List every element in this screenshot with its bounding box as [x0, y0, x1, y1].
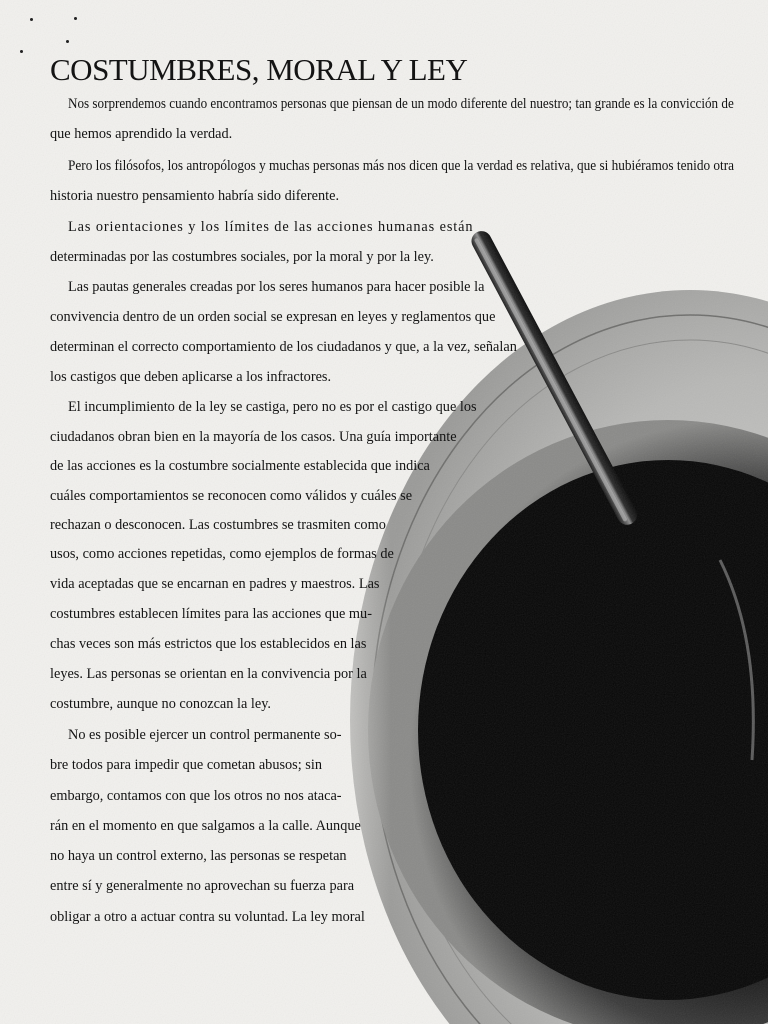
body-line: El incumplimiento de la ley se castiga, pero no es por el castigo que los — [68, 399, 477, 415]
body-line: determinan el correcto comportamiento de los ciudadanos y que, a la vez, señalan — [50, 339, 517, 355]
scan-speck — [20, 50, 23, 53]
body-line: costumbres establecen límites para las acciones que mu- — [50, 606, 372, 622]
body-line: Pero los filósofos, los antropólogos y muchas personas más nos dicen que la verdad es relativa, que si hubiéramos tenido otra — [68, 158, 735, 174]
page-title: COSTUMBRES, MORAL Y LEY — [50, 52, 468, 87]
body-line: entre sí y generalmente no aprovechan su fuerza para — [50, 878, 355, 894]
body-line: chas veces son más estrictos que los establecidos en las — [50, 636, 367, 652]
body-line: obligar a otro a actuar contra su voluntad. La ley moral — [50, 909, 365, 925]
body-line: Nos sorprendemos cuando encontramos personas que piensan de un modo diferente del nuestro; tan grande es la convicción de — [68, 96, 734, 112]
body-line: usos, como acciones repetidas, como ejemplos de formas de — [50, 546, 394, 562]
body-line: historia nuestro pensamiento habría sido diferente. — [50, 188, 340, 204]
body-line: Las pautas generales creadas por los seres humanos para hacer posible la — [68, 279, 485, 295]
body-line: No es posible ejercer un control permanente so- — [68, 727, 342, 743]
scan-speck — [74, 17, 77, 20]
body-line: bre todos para impedir que cometan abusos; sin — [50, 757, 322, 773]
body-line: cuáles comportamientos se reconocen como válidos y cuáles se — [50, 488, 413, 504]
body-line: rán en el momento en que salgamos a la calle. Aunque — [50, 818, 361, 834]
body-line: no haya un control externo, las personas se respetan — [50, 848, 347, 864]
body-line: rechazan o desconocen. Las costumbres se trasmiten como — [50, 517, 386, 533]
body-line: leyes. Las personas se orientan en la convivencia por la — [50, 666, 367, 682]
body-line: convivencia dentro de un orden social se expresan en leyes y reglamentos que — [50, 309, 496, 325]
body-line: vida aceptadas que se encarnan en padres y maestros. Las — [50, 576, 380, 592]
body-line: los castigos que deben aplicarse a los infractores. — [50, 369, 332, 385]
body-line: Las orientaciones y los límites de las acciones humanas están — [68, 219, 474, 235]
body-line: de las acciones es la costumbre socialmente establecida que indica — [50, 458, 430, 474]
scan-speck — [66, 40, 69, 43]
body-line: que hemos aprendido la verdad. — [50, 126, 233, 142]
body-line: embargo, contamos con que los otros no nos ataca- — [50, 788, 342, 804]
body-line: costumbre, aunque no conozcan la ley. — [50, 696, 271, 712]
body-line: determinadas por las costumbres sociales, por la moral y por la ley. — [50, 249, 434, 265]
body-line: ciudadanos obran bien en la mayoría de los casos. Una guía importante — [50, 429, 457, 445]
scan-speck — [30, 18, 33, 21]
